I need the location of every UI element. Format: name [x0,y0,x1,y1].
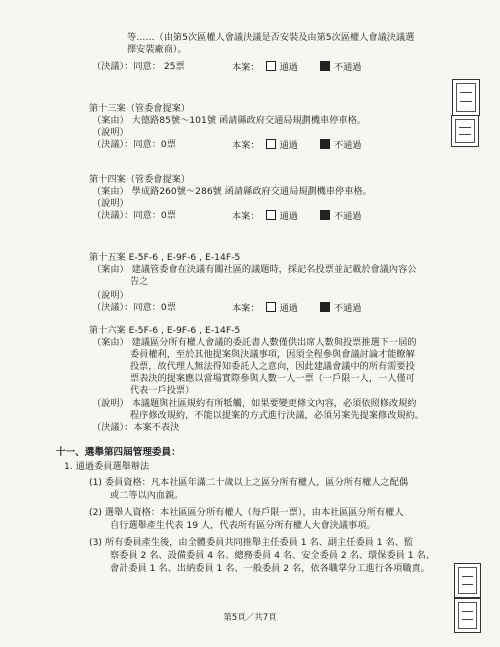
checkbox-empty-icon [266,61,276,71]
resolution-line [92,210,362,222]
text-line: （說明） [92,127,129,138]
case-title: 第十四案（管委會提案） [89,174,191,185]
resolution-line [92,61,362,73]
checkbox-empty-icon [266,139,276,149]
text-line: 察委員 2 名、設備委員 4 名、總務委員 4 名、安全委員 2 名、環保委員 1 名、 [110,550,435,561]
vote-status: 本案： 通過 不通過 [232,211,362,222]
text-line: 會計委員 1 名、出納委員 1 名、一般委員 2 名，依各職掌分工進行各項職責。 [110,563,430,574]
checkbox-empty-icon [266,210,276,220]
text-line: （說明） 本議題與社區規約有所牴觸，如果要變更條文內容，必須依照修改規約 [92,398,417,409]
text-line: 程序修改規約，不能以提案的方式進行決議，必須另案先提案修改規約。 [130,410,424,421]
list-item: (1) 委員資格：凡本社區年滿二十歲以上之區分所有權人，區分所有權人之配偶 [89,477,409,488]
resolution-line [92,302,362,314]
text-line: 票表決的提案應以當場實際參與人數一人一票（一戶限一人，一人僅可 [130,373,415,384]
case-title: 第十五案 E-5F-6 , E-9F-6 , E-14F-5 [89,252,241,263]
text-line: （案由） 大德路85號～101號 函請縣政府交通局規劃機車停車格。 [92,115,366,126]
seal-stamp-icon [454,563,481,598]
checkbox-filled-icon [320,139,330,149]
resolution-text: （決議）：同意： 25票 [92,61,185,72]
checkbox-empty-icon [266,302,276,312]
text-line: （案由） 建議管委會在決議有關社區的議題時，採記名投票並記載於會議內容公 [92,264,417,275]
vote-status: 本案： 通過 不通過 [232,140,362,151]
text-line: （案由） 建議區分所有權人會議的委託書人數僅供出席人數與投票推選下一屆的 [92,337,417,348]
section-heading: 十一、選舉第四屆管理委員： [56,447,181,458]
checkbox-filled-icon [320,210,330,220]
text-line: （案由） 學成路260號～286號 函請縣政府交通局規劃機車停車格。 [92,186,372,197]
seal-stamp-icon [452,79,480,116]
text-line: （說明） [92,290,129,301]
resolution-line [92,139,362,151]
checkbox-filled-icon [320,302,330,312]
case-title: 第十六案 E-5F-6 , E-9F-6 , E-14F-5 [89,325,241,336]
text-line: （說明） [92,198,129,209]
resolution-text: （決議）：同意：0票 [92,302,176,313]
text-line: 告之 [130,276,149,287]
text-line: 自行選舉產生代表 19 人，代表所有區分所有權人大會決議事項。 [110,520,376,531]
checkbox-filled-icon [320,61,330,71]
text-line: 委員權利，至於其他提案與決議事項，因須全程參與會議討論才能瞭解 [130,349,415,360]
text-line: 等……（由第5次區權人會議決議是否安裝及由第5次區權人會議決議選 [127,32,415,43]
vote-status: 本案： 通過 不通過 [232,62,362,73]
text-line: 擇安裝廠商）。 [127,44,187,55]
list-item: (2) 選舉人資格：本社區區分所有權人（每戶限一票），由本社區區分所有權人 [89,507,404,518]
subsection-heading: 1. 通過委員選舉辦法 [64,461,150,472]
text-line: 或二等以內血親。 [110,490,184,501]
resolution-text: （決議）：同意：0票 [92,139,176,150]
list-item: (3) 所有委員產生後，由全體委員共同推舉主任委員 1 名、副主任委員 1 名、監 [89,537,414,548]
resolution-text: （決議）：本案不表決 [92,422,180,433]
page-number: 第5頁／共7頁 [223,613,277,623]
vote-status: 本案： 通過 不通過 [232,303,362,314]
resolution-text: （決議）：同意：0票 [92,210,176,221]
case-title: 第十三案（管委會提案） [89,103,191,114]
text-line: 代表一戶投票） [130,385,195,396]
text-line: 投票，故代理人無法得知委託人之意向，因此建議會議中的所有需要投 [130,361,415,372]
seal-stamp-icon [451,115,479,147]
